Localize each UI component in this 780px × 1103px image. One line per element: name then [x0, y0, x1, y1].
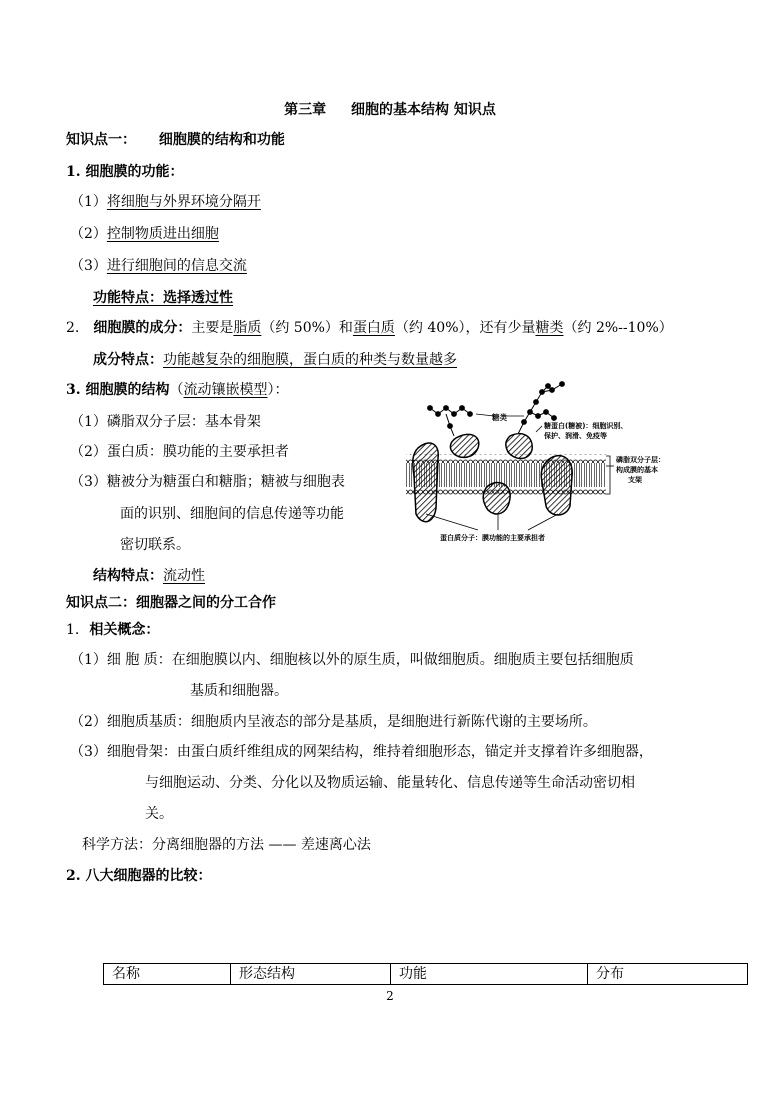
label-glycoprotein-1: 糖蛋白(糖被)：细胞识别、 [544, 422, 628, 430]
structure-feature-label: 结构特点： [93, 568, 163, 584]
protein-term: 蛋白质 [352, 320, 395, 336]
function-text: 将细胞与外界环境分隔开 [106, 194, 261, 210]
lipid-term: 脂质 [233, 320, 262, 336]
table-header-distribution: 分布 [588, 964, 748, 985]
membrane-function-heading: 1. 细胞膜的功能： [66, 164, 184, 180]
function-text: 控制物质进出细胞 [106, 226, 219, 242]
structure-part-cont: 密切联系。 [120, 537, 190, 553]
protein-shape [483, 483, 510, 514]
page-number: 2 [386, 989, 394, 1003]
structure-feature-text: 流动性 [163, 568, 205, 584]
structure-part-cont: 面的识别、细胞间的信息传递等功能 [120, 506, 344, 522]
protein-shape [541, 456, 572, 515]
structure-part: （1）磷脂双分子层：基本骨架 [70, 414, 261, 430]
paren: ）： [267, 382, 289, 398]
function-num: （3） [70, 258, 107, 274]
structure-heading-text: 3. 细胞膜的结构 [66, 382, 170, 398]
composition-text: 主要是 [191, 320, 234, 336]
label-glycoprotein-2: 保护、润滑、免疫等 [544, 432, 607, 440]
protein-shape [506, 434, 532, 459]
composition-text: （约 2%--10%） [563, 320, 673, 336]
label-bilayer-3: 支架 [628, 476, 642, 484]
composition-feature [93, 350, 457, 370]
structure-feature [93, 566, 205, 586]
protein-shape [413, 443, 438, 522]
composition-line [66, 318, 673, 338]
concepts-heading [66, 620, 159, 640]
section1-heading [66, 130, 285, 150]
table-header-row [104, 964, 748, 985]
table-header-structure: 形态结构 [231, 964, 391, 985]
fluid-mosaic-model: 流动镶嵌模型 [183, 382, 268, 398]
concept-cytoplasm-cont: 基质和细胞器。 [190, 683, 288, 699]
label-sugar: 糖类 [492, 413, 507, 422]
concept-cytoskeleton-cont: 与细胞运动、分类、分化以及物质运输、能量转化、信息传递等生命活动密切相 [145, 775, 635, 791]
chapter-label: 第三章 [284, 102, 327, 118]
function-item [70, 256, 247, 276]
organelle-comparison-heading: 2. 八大细胞器的比较： [66, 868, 212, 884]
paren: （ [169, 382, 184, 398]
concept-cytoskeleton: （3）细胞骨架：由蛋白质纤维组成的网架结构，维持着细胞形态，锚定并支撑着许多细胞器， [70, 744, 653, 760]
label-protein: 蛋白质分子：膜功能的主要承担者 [440, 534, 545, 542]
composition-text: （约 50%）和 [261, 320, 353, 336]
section1-heading-prefix: 知识点一： [66, 132, 136, 148]
table-header-function: 功能 [391, 964, 588, 985]
sugar-term: 糖类 [535, 320, 564, 336]
concepts-title: 相关概念： [89, 622, 160, 638]
protein-shape [450, 434, 478, 457]
concept-matrix: （2）细胞质基质：细胞质内呈液态的部分是基质，是细胞进行新陈代谢的主要场所。 [70, 714, 597, 730]
composition-label: 细胞膜的成分： [93, 320, 192, 336]
organelle-table [103, 963, 748, 985]
membrane-diagram [378, 378, 688, 550]
function-feature: 功能特点：选择透过性 [93, 290, 233, 306]
scientific-method: 科学方法：分离细胞器的方法 —— 差速离心法 [82, 837, 371, 853]
composition-feature-label: 成分特点： [93, 352, 163, 368]
function-item [70, 224, 219, 244]
structure-heading [66, 380, 289, 400]
concepts-num: 1. [66, 622, 80, 638]
concept-cytoplasm: （1）细 胞 质：在细胞膜以内、细胞核以外的原生质，叫做细胞质。细胞质主要包括细胞质 [70, 652, 634, 668]
structure-part: （2）蛋白质：膜功能的主要承担者 [70, 444, 289, 460]
page-title [0, 100, 780, 120]
section2-heading: 知识点二：细胞器之间的分工合作 [66, 595, 276, 611]
chapter-topic: 细胞的基本结构 知识点 [351, 102, 496, 118]
structure-part: （3）糖被分为糖蛋白和糖脂；糖被与细胞表 [70, 474, 345, 490]
concept-cytoskeleton-cont: 关。 [145, 806, 173, 822]
composition-text: （约 40%），还有少量 [394, 320, 536, 336]
table-header-name: 名称 [104, 964, 231, 985]
function-text: 进行细胞间的信息交流 [106, 258, 247, 274]
composition-feature-text: 功能越复杂的细胞膜，蛋白质的种类与数量越多 [163, 352, 457, 368]
function-num: （2） [70, 226, 107, 242]
label-bilayer-2: 构成膜的基本 [616, 466, 658, 474]
function-item [70, 192, 261, 212]
function-num: （1） [70, 194, 107, 210]
composition-num: 2. [66, 320, 80, 336]
label-bilayer-1: 磷脂双分子层： [616, 456, 665, 464]
section1-heading-text: 细胞膜的结构和功能 [158, 132, 285, 148]
